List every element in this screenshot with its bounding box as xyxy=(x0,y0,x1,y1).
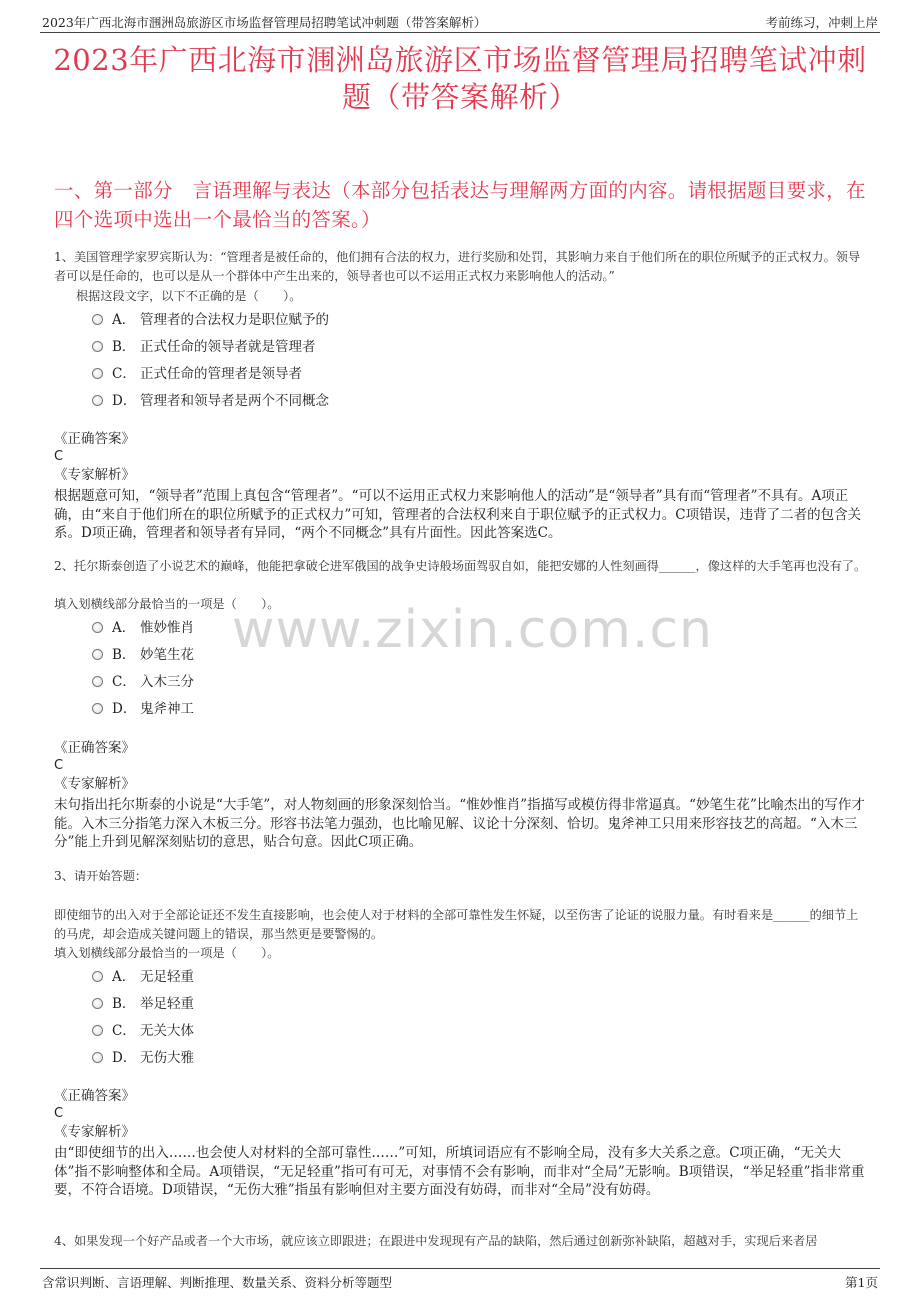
option-letter: B． xyxy=(112,995,136,1012)
option-text: 无足轻重 xyxy=(140,968,194,985)
option-text: 正式任命的管理者是领导者 xyxy=(140,365,302,382)
analysis-label: 《专家解析》 xyxy=(54,467,135,483)
answer-label: 《正确答案》 xyxy=(54,740,135,756)
option-text: 入木三分 xyxy=(140,673,194,690)
section-heading: 一、第一部分 言语理解与表达（本部分包括表达与理解两方面的内容。请根据题目要求，在四个选项中选出一个最恰当的答案。） xyxy=(54,179,866,231)
option-letter: D． xyxy=(112,1049,137,1066)
option-text: 管理者和领导者是两个不同概念 xyxy=(140,392,329,409)
option-letter: B． xyxy=(112,338,136,355)
option-c[interactable] xyxy=(92,1015,194,1042)
radio-icon[interactable] xyxy=(92,971,103,982)
option-text: 无伤大雅 xyxy=(140,1049,194,1066)
header-slogan: 考前练习，冲刺上岸 xyxy=(765,15,878,30)
option-text: 管理者的合法权力是职位赋予的 xyxy=(140,311,329,328)
question-1-answer xyxy=(54,430,870,484)
radio-icon[interactable] xyxy=(92,649,103,660)
radio-icon[interactable] xyxy=(92,368,103,379)
option-b[interactable] xyxy=(92,988,194,1015)
option-b[interactable] xyxy=(92,639,194,666)
option-letter: A． xyxy=(112,311,136,328)
question-2-answer xyxy=(54,739,870,793)
header-doc-title: 2023年广西北海市涠洲岛旅游区市场监督管理局招聘笔试冲刺题（带答案解析） xyxy=(42,15,487,30)
question-2-analysis: 末句指出托尔斯泰的小说是“大手笔”，对人物刻画的形象深刻恰当。“惟妙惟肖”指描写或模仿得非常逼真。“妙笔生花”比喻杰出的写作才能。入木三分指笔力深入木板三分。形容书法笔力强劲，也比喻见解、议论十分深刻、恰切。鬼斧神工只用来形容技艺的高超。“入木三分”能上升到见解深刻贴切的意思，贴合句意。因此C项正确。 xyxy=(54,797,865,850)
answer-value: C xyxy=(54,1106,64,1121)
radio-icon[interactable] xyxy=(92,1025,103,1036)
page-header xyxy=(40,10,880,33)
option-text: 无关大体 xyxy=(140,1022,194,1039)
radio-icon[interactable] xyxy=(92,395,103,406)
option-c[interactable] xyxy=(92,358,329,385)
answer-value: C xyxy=(54,758,64,773)
footer-note: 含常识判断、言语理解、判断推理、数量关系、资料分析等题型 xyxy=(42,1275,393,1290)
question-3-stem: 3、请开始答题： xyxy=(54,869,148,883)
option-letter: C． xyxy=(112,673,136,690)
option-d[interactable] xyxy=(92,693,194,720)
page-number: 第1页 xyxy=(845,1275,878,1290)
option-letter: A． xyxy=(112,619,136,636)
radio-icon[interactable] xyxy=(92,341,103,352)
option-text: 举足轻重 xyxy=(140,995,194,1012)
question-2-options xyxy=(92,612,194,720)
option-a[interactable] xyxy=(92,304,329,331)
option-text: 鬼斧神工 xyxy=(140,700,194,717)
answer-value: C xyxy=(54,449,64,464)
question-1-prompt: 根据这段文字，以下不正确的是（ ）。 xyxy=(76,289,302,303)
analysis-label: 《专家解析》 xyxy=(54,776,135,792)
question-3-prompt: 填入划横线部分最恰当的一项是（ ）。 xyxy=(54,946,280,960)
radio-icon[interactable] xyxy=(92,314,103,325)
radio-icon[interactable] xyxy=(92,703,103,714)
option-letter: B． xyxy=(112,646,136,663)
question-1-stem: 1、美国管理学家罗宾斯认为：“管理者是被任命的，他们拥有合法的权力，进行奖励和处罚，其影响力来自于他们所在的职位所赋予的正式权力。领导者可以是任命的，也可以是从一个群体中产生出来的，领导者也可以不运用正式权力来影响他人的活动。” xyxy=(54,250,861,283)
option-text: 妙笔生花 xyxy=(140,646,194,663)
question-1-options xyxy=(92,304,329,412)
page-footer xyxy=(40,1268,880,1291)
option-letter: C． xyxy=(112,365,136,382)
radio-icon[interactable] xyxy=(92,622,103,633)
option-text: 正式任命的领导者就是管理者 xyxy=(140,338,316,355)
watermark: www.zixin.com.cn xyxy=(232,600,713,660)
question-3-passage: 即使细节的出入对于全部论证还不发生直接影响，也会使人对于材料的全部可靠性发生怀疑，以至伤害了论证的说服力量。有时看来是______的细节上的马虎，却会造成关键问题上的错误，那当然更是要警惕的。 xyxy=(54,908,859,941)
question-2-prompt: 填入划横线部分最恰当的一项是（ ）。 xyxy=(54,597,280,611)
option-d[interactable] xyxy=(92,1042,194,1069)
option-d[interactable] xyxy=(92,385,329,412)
option-letter: C． xyxy=(112,1022,136,1039)
option-c[interactable] xyxy=(92,666,194,693)
radio-icon[interactable] xyxy=(92,998,103,1009)
question-3-answer xyxy=(54,1087,870,1141)
option-letter: D． xyxy=(112,392,137,409)
option-a[interactable] xyxy=(92,961,194,988)
document-title: 2023年广西北海市涠洲岛旅游区市场监督管理局招聘笔试冲刺题（带答案解析） xyxy=(53,43,867,114)
radio-icon[interactable] xyxy=(92,1052,103,1063)
question-1-analysis: 根据题意可知，“领导者”范围上真包含“管理者”。“可以不运用正式权力来影响他人的活动”是“领导者”具有而“管理者”不具有。A项正确，由“来自于他们所在的职位所赋予的正式权力”可知，管理者的合法权利来自于职位赋予的正式权力。C项错误，违背了二者的包含关系。D项正确，管理者和领导者有异同，“两个不同概念”具有片面性。因此答案选C。 xyxy=(54,488,862,541)
radio-icon[interactable] xyxy=(92,676,103,687)
answer-label: 《正确答案》 xyxy=(54,431,135,447)
option-letter: A． xyxy=(112,968,136,985)
question-4-stem: 4、如果发现一个好产品或者一个大市场，就应该立即跟进；在跟进中发现现有产品的缺陷，然后通过创新弥补缺陷，超越对手，实现后来者居 xyxy=(54,1234,818,1248)
option-text: 惟妙惟肖 xyxy=(140,619,194,636)
question-2-stem: 2、托尔斯泰创造了小说艺术的巅峰，他能把拿破仑进军俄国的战争史诗般场面驾驭自如，能把安娜的人性刻画得______，像这样的大手笔再也没有了。 xyxy=(54,559,867,573)
option-letter: D． xyxy=(112,700,137,717)
answer-label: 《正确答案》 xyxy=(54,1088,135,1104)
question-3-analysis: 由“即使细节的出入……也会使人对材料的全部可靠性……”可知，所填词语应有不影响全局，没有多大关系之意。C项正确，“无关大体”指不影响整体和全局。A项错误，“无足轻重”指可有可无，对事情不会有影响，而非对“全局”无影响。B项错误，“举足轻重”指非常重要，不符合语境。D项错误，“无伤大雅”指虽有影响但对主要方面没有妨碍，而非对“全局”没有妨碍。 xyxy=(54,1145,865,1198)
option-a[interactable] xyxy=(92,612,194,639)
question-3-options xyxy=(92,961,194,1069)
option-b[interactable] xyxy=(92,331,329,358)
analysis-label: 《专家解析》 xyxy=(54,1124,135,1140)
